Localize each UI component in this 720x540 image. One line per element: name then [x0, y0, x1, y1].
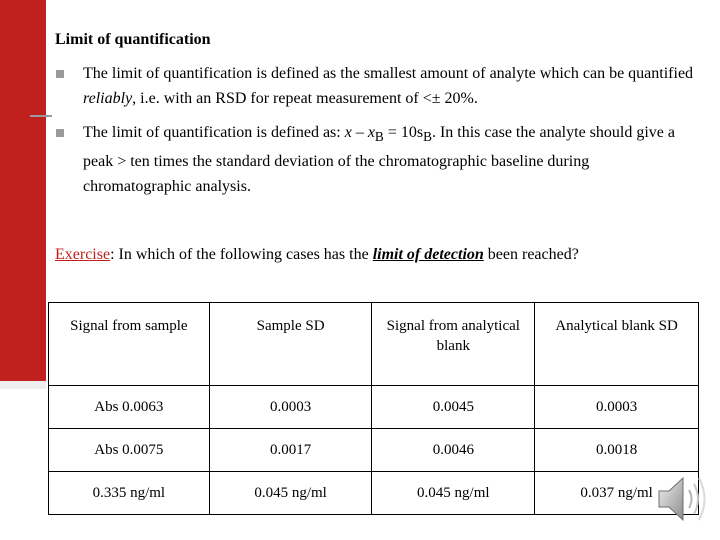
bullet-item — [55, 120, 695, 199]
emphasis-text: reliably — [83, 90, 133, 107]
slide-title: Limit of quantification — [55, 31, 211, 48]
table-row — [49, 472, 699, 515]
header-blank-sd: Analytical blank SD — [535, 303, 699, 386]
speaker-icon[interactable] — [653, 470, 711, 526]
table-cell: 0.045 ng/ml — [209, 472, 372, 515]
table-cell: 0.045 ng/ml — [372, 472, 535, 515]
table-row — [49, 386, 699, 429]
bullet-text: The limit of quantification is defined as: $x - x_B = 10s_B$. In this case the analyte should give a peak > ten times the standard deviation of the chromatographic baseline during chromatographic analysis. — [83, 124, 675, 196]
bullet-square-icon — [56, 129, 64, 137]
limit-of-detection-emphasis: limit of detection — [372, 246, 484, 263]
table-row — [49, 429, 699, 472]
data-table — [48, 302, 699, 515]
exercise-label: Exercise — [55, 246, 111, 263]
table-cell: 0.0045 — [372, 386, 535, 429]
table-header-row — [49, 303, 699, 386]
table-cell: 0.0003 — [209, 386, 372, 429]
accent-line — [30, 115, 52, 117]
table-cell: 0.0017 — [209, 429, 372, 472]
table-cell: 0.0046 — [372, 429, 535, 472]
table-cell: 0.0018 — [535, 429, 699, 472]
bullet-item — [55, 61, 695, 111]
bullet-square-icon — [56, 70, 64, 78]
table-cell: 0.0003 — [535, 386, 699, 429]
table-cell: Abs 0.0075 — [49, 429, 210, 472]
left-accent-shadow — [0, 381, 46, 389]
header-sample-sd: Sample SD — [209, 303, 372, 386]
header-signal-from-blank: Signal from analytical blank — [372, 303, 535, 386]
left-accent-bar — [0, 0, 46, 381]
table-cell: 0.037 ng/ml — [535, 472, 699, 515]
bullet-text: The limit of quantification is defined as the smallest amount of analyte which can be quantified reliably, i.e. with an RSD for repeat measurement of <± 20%. — [83, 65, 694, 107]
exercise-prompt: Exercise: In which of the following cases has the limit of detection been reached? — [55, 246, 579, 263]
formula-x: x – x — [344, 124, 375, 141]
header-signal-from-sample: Signal from sample — [49, 303, 210, 386]
table-cell: Abs 0.0063 — [49, 386, 210, 429]
table-cell: 0.335 ng/ml — [49, 472, 210, 515]
